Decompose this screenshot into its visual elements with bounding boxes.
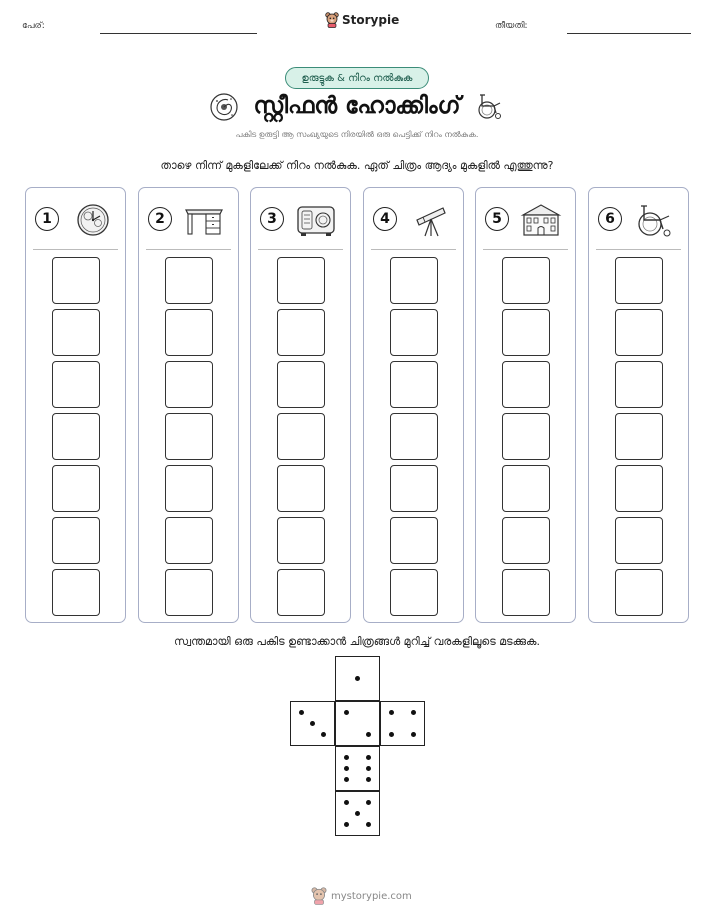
column-number: 6 xyxy=(598,207,622,231)
desk-icon xyxy=(182,202,226,238)
dice-face-2 xyxy=(335,701,380,746)
dice-pip xyxy=(321,732,326,737)
color-box[interactable] xyxy=(390,465,438,512)
color-box[interactable] xyxy=(277,361,325,408)
bear-mascot-icon xyxy=(311,887,327,905)
brand-logo xyxy=(325,12,399,28)
color-box[interactable] xyxy=(390,309,438,356)
color-box[interactable] xyxy=(502,361,550,408)
column-number: 2 xyxy=(148,207,172,231)
color-box[interactable] xyxy=(390,361,438,408)
color-box[interactable] xyxy=(277,569,325,616)
column-number: 5 xyxy=(485,207,509,231)
color-box[interactable] xyxy=(165,257,213,304)
column-1 xyxy=(25,187,126,623)
color-box[interactable] xyxy=(615,465,663,512)
radio-icon xyxy=(294,202,338,238)
column-number: 3 xyxy=(260,207,284,231)
instruction: താഴെ നിന്ന് മുകളിലേക്ക് നിറം നൽകുക. ഏത് ചിത്രം ആദ്യം മുകളിൽ എത്തുന്നു? xyxy=(160,159,554,172)
color-box[interactable] xyxy=(277,517,325,564)
column-header xyxy=(364,188,463,250)
color-box[interactable] xyxy=(390,413,438,460)
name-line[interactable] xyxy=(100,33,257,34)
color-box[interactable] xyxy=(165,569,213,616)
name-label: പേര്: xyxy=(22,21,45,31)
dice-face-4 xyxy=(380,701,425,746)
color-box[interactable] xyxy=(502,517,550,564)
color-box[interactable] xyxy=(390,257,438,304)
dice-pip xyxy=(299,710,304,715)
dice-pip xyxy=(366,800,371,805)
dice-pip xyxy=(344,766,349,771)
color-box[interactable] xyxy=(277,413,325,460)
dice-pip xyxy=(366,732,371,737)
dice-pip xyxy=(389,710,394,715)
column-5 xyxy=(475,187,576,623)
color-box[interactable] xyxy=(165,413,213,460)
dice-face-6 xyxy=(335,746,380,791)
column-divider xyxy=(371,249,456,250)
color-box[interactable] xyxy=(165,517,213,564)
dice-pip xyxy=(411,710,416,715)
color-box[interactable] xyxy=(390,517,438,564)
column-divider xyxy=(33,249,118,250)
dice-pip xyxy=(366,755,371,760)
color-box[interactable] xyxy=(277,309,325,356)
dice-pip xyxy=(366,766,371,771)
clock-icon xyxy=(69,202,113,238)
dice-pip xyxy=(344,755,349,760)
color-box[interactable] xyxy=(502,569,550,616)
color-box[interactable] xyxy=(52,517,100,564)
color-box[interactable] xyxy=(277,257,325,304)
dice-pip xyxy=(344,777,349,782)
dice-pip xyxy=(344,710,349,715)
color-box[interactable] xyxy=(165,465,213,512)
color-box[interactable] xyxy=(165,361,213,408)
dice-face-3 xyxy=(290,701,335,746)
color-box[interactable] xyxy=(615,413,663,460)
color-box[interactable] xyxy=(502,257,550,304)
column-divider xyxy=(146,249,231,250)
page-title: സ്റ്റീഫൻ ഹോക്കിംഗ് xyxy=(253,93,461,119)
dice-pip xyxy=(366,777,371,782)
dice-pip xyxy=(389,732,394,737)
color-box[interactable] xyxy=(52,361,100,408)
wheelchair-title-icon xyxy=(474,91,504,121)
dice-face-5 xyxy=(335,791,380,836)
column-header xyxy=(589,188,688,250)
column-2 xyxy=(138,187,239,623)
column-header xyxy=(476,188,575,250)
color-box[interactable] xyxy=(502,465,550,512)
column-header xyxy=(251,188,350,250)
bear-mascot-icon xyxy=(325,12,339,28)
color-box[interactable] xyxy=(277,465,325,512)
dice-pip xyxy=(366,822,371,827)
wheelchair-icon xyxy=(632,202,676,238)
dice-face-1 xyxy=(335,656,380,701)
color-box[interactable] xyxy=(52,413,100,460)
color-box[interactable] xyxy=(615,309,663,356)
color-box[interactable] xyxy=(615,257,663,304)
date-label: തീയതി: xyxy=(495,21,528,31)
column-3 xyxy=(250,187,351,623)
column-divider xyxy=(483,249,568,250)
dice-pip xyxy=(344,822,349,827)
dice-pip xyxy=(310,721,315,726)
dice-net xyxy=(290,656,426,836)
color-box[interactable] xyxy=(615,361,663,408)
footer-url[interactable]: mystorypie.com xyxy=(331,890,412,902)
date-line[interactable] xyxy=(567,33,691,34)
dice-pip xyxy=(411,732,416,737)
column-divider xyxy=(596,249,681,250)
dice-pip xyxy=(355,676,360,681)
color-box[interactable] xyxy=(615,569,663,616)
column-6 xyxy=(588,187,689,623)
fold-instruction: സ്വന്തമായി ഒരു പകിട ഉണ്ടാക്കാൻ ചിത്രങ്ങൾ മുറിച്ച് വരകളിലൂടെ മടക്കുക. xyxy=(174,635,540,648)
dice-pip xyxy=(355,811,360,816)
column-4 xyxy=(363,187,464,623)
color-box[interactable] xyxy=(52,569,100,616)
color-box[interactable] xyxy=(52,309,100,356)
column-divider xyxy=(258,249,343,250)
telescope-icon xyxy=(407,202,451,238)
dice-pip xyxy=(344,800,349,805)
color-box[interactable] xyxy=(615,517,663,564)
activity-badge: ഉരുട്ടുക & നിറം നൽകുക xyxy=(285,67,429,89)
column-number: 1 xyxy=(35,207,59,231)
brand-name: Storypie xyxy=(342,13,400,27)
university-building-icon xyxy=(519,202,563,238)
color-box[interactable] xyxy=(52,465,100,512)
column-header xyxy=(139,188,238,250)
color-box[interactable] xyxy=(390,569,438,616)
column-number: 4 xyxy=(373,207,397,231)
color-box[interactable] xyxy=(52,257,100,304)
color-box[interactable] xyxy=(502,309,550,356)
column-header xyxy=(26,188,125,250)
footer xyxy=(311,887,412,905)
color-box[interactable] xyxy=(502,413,550,460)
subtitle: പകിട ഉരുട്ടി ആ സംഖ്യയുടെ നിരയിൽ ഒരു പെട്ടിക്ക് നിറം നൽകുക. xyxy=(235,130,479,139)
color-box[interactable] xyxy=(165,309,213,356)
